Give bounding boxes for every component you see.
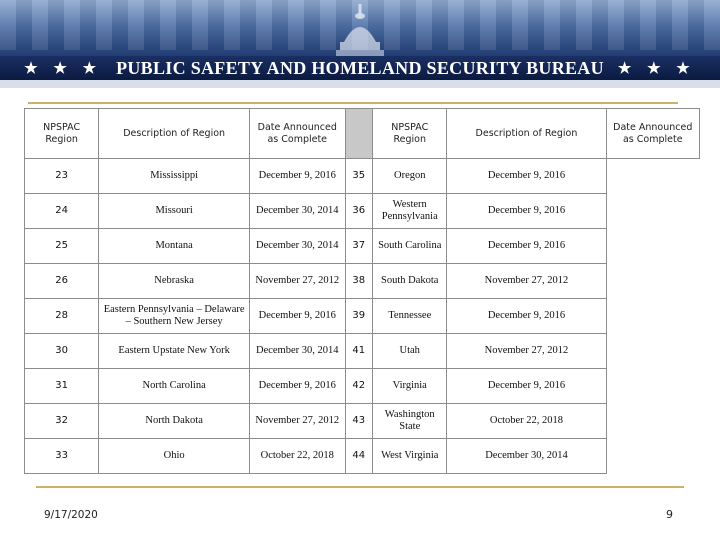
table-row <box>25 404 700 439</box>
table-header-row <box>25 109 700 159</box>
region-cell: 39 <box>345 299 373 334</box>
date-cell: December 30, 2014 <box>249 334 345 369</box>
date-cell: December 9, 2016 <box>447 194 606 229</box>
date-cell: November 27, 2012 <box>447 334 606 369</box>
date-cell: December 9, 2016 <box>249 299 345 334</box>
description-cell: Mississippi <box>99 159 250 194</box>
region-cell: 31 <box>25 369 99 404</box>
description-cell: West Virginia <box>373 439 447 474</box>
header-npspac-region: NPSPAC Region <box>373 109 447 159</box>
description-cell: Eastern Pennsylvania – Delaware – Southern New Jersey <box>99 299 250 334</box>
region-cell: 25 <box>25 229 99 264</box>
description-cell: South Dakota <box>373 264 447 299</box>
region-cell: 43 <box>345 404 373 439</box>
description-cell: South Carolina <box>373 229 447 264</box>
table-row <box>25 334 700 369</box>
date-cell: December 9, 2016 <box>447 229 606 264</box>
description-cell: Tennessee <box>373 299 447 334</box>
description-cell: North Carolina <box>99 369 250 404</box>
page-number: 9 <box>666 508 673 521</box>
table-row <box>25 369 700 404</box>
banner-title-row <box>0 56 720 80</box>
date-cell: October 22, 2018 <box>447 404 606 439</box>
capitol-dome-icon <box>330 2 390 58</box>
description-cell: Ohio <box>99 439 250 474</box>
top-gold-rule <box>28 102 678 104</box>
region-cell: 37 <box>345 229 373 264</box>
description-cell: North Dakota <box>99 404 250 439</box>
header-date: Date Announced as Complete <box>606 109 699 159</box>
description-cell: Washington State <box>373 404 447 439</box>
header-description: Description of Region <box>99 109 250 159</box>
date-cell: December 30, 2014 <box>447 439 606 474</box>
banner-bottom-strip <box>0 80 720 88</box>
table-row <box>25 194 700 229</box>
column-separator <box>345 109 373 159</box>
region-cell: 30 <box>25 334 99 369</box>
footer-date: 9/17/2020 <box>44 509 98 521</box>
header-date: Date Announced as Complete <box>249 109 345 159</box>
date-cell: November 27, 2012 <box>249 264 345 299</box>
region-cell: 33 <box>25 439 99 474</box>
region-cell: 44 <box>345 439 373 474</box>
description-cell: Montana <box>99 229 250 264</box>
star-group-left: ★ ★ ★ <box>24 60 103 77</box>
description-cell: Utah <box>373 334 447 369</box>
table-row <box>25 229 700 264</box>
description-cell: Oregon <box>373 159 447 194</box>
header-description: Description of Region <box>447 109 606 159</box>
description-cell: Eastern Upstate New York <box>99 334 250 369</box>
region-cell: 32 <box>25 404 99 439</box>
header-npspac-region: NPSPAC Region <box>25 109 99 159</box>
date-cell: December 30, 2014 <box>249 229 345 264</box>
region-cell: 24 <box>25 194 99 229</box>
table-row <box>25 299 700 334</box>
region-cell: 38 <box>345 264 373 299</box>
region-cell: 28 <box>25 299 99 334</box>
region-cell: 26 <box>25 264 99 299</box>
region-cell: 36 <box>345 194 373 229</box>
date-cell: December 30, 2014 <box>249 194 345 229</box>
date-cell: December 9, 2016 <box>249 369 345 404</box>
date-cell: December 9, 2016 <box>447 369 606 404</box>
region-cell: 41 <box>345 334 373 369</box>
region-cell: 35 <box>345 159 373 194</box>
date-cell: December 9, 2016 <box>447 159 606 194</box>
description-cell: Virginia <box>373 369 447 404</box>
star-group-right: ★ ★ ★ <box>617 60 696 77</box>
description-cell: Missouri <box>99 194 250 229</box>
region-cell: 23 <box>25 159 99 194</box>
npspac-regions-table <box>24 108 700 474</box>
table-row <box>25 439 700 474</box>
header-banner <box>0 0 720 88</box>
date-cell: November 27, 2012 <box>447 264 606 299</box>
description-cell: Nebraska <box>99 264 250 299</box>
date-cell: October 22, 2018 <box>249 439 345 474</box>
date-cell: December 9, 2016 <box>249 159 345 194</box>
table-row <box>25 264 700 299</box>
bureau-title: PUBLIC SAFETY AND HOMELAND SECURITY BUREAU <box>116 57 604 78</box>
table-row <box>25 159 700 194</box>
date-cell: December 9, 2016 <box>447 299 606 334</box>
footer-gold-rule <box>36 486 684 488</box>
description-cell: Western Pennsylvania <box>373 194 447 229</box>
region-cell: 42 <box>345 369 373 404</box>
date-cell: November 27, 2012 <box>249 404 345 439</box>
